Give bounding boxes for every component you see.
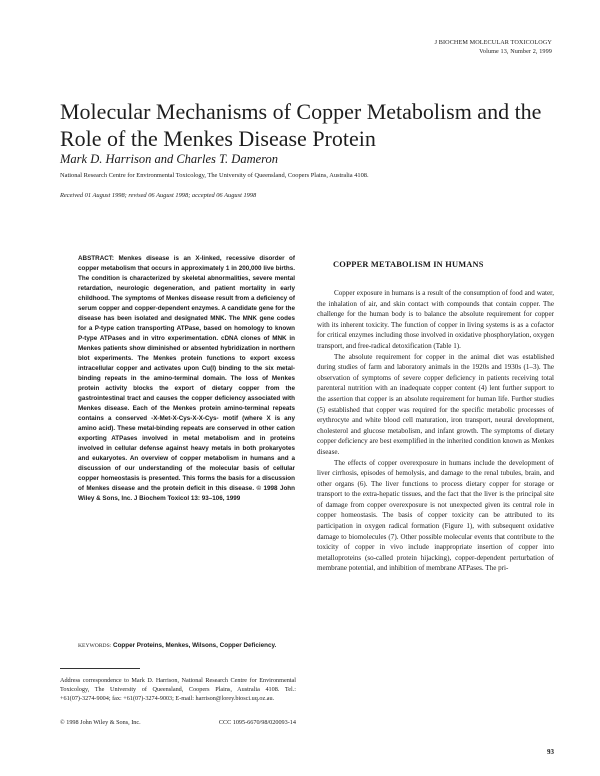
footnote-divider <box>60 668 140 669</box>
abstract-text: Menkes disease is an X-linked, recessive disorder of copper metabolism that occurs in approximately 1 in 200,000 live births. The condition is characterized by skeletal abnormalities, severe mental retardation, neurologic degeneration, and patient mortality in early childhood. The symptoms of Menkes disease result from a deficiency of serum copper and copper-dependent enzymes. A candidate gene for the disease has been isolated and designated MNK. The MNK gene codes for a P-type cation transporting ATPase, based on homology to known P-type ATPases and in vitro experimentation. cDNA clones of MNK in Menkes patients show diminished or absented hybridization in northern blot experiments. The Menkes protein functions to export excess intracellular copper and activates upon Cu(I) binding to the six metal-binding repeats in the amino-terminal domain. The loss of Menkes protein activity blocks the export of dietary copper from the gastrointestinal tract and causes the copper deficiency associated with Menkes disease. Each of the Menkes protein amino-terminal repeats contains a conserved -X-Met-X-Cys-X-X-Cys- motif (where X is any amino acid). These metal-binding repeats are conserved in other cation exporting ATPases involved in metal metabolism and in proteins involved in cellular defense against heavy metals in both prokaryotes and eukaryotes. An overview of copper metabolism in humans and a discussion of our understanding of the molecular basis of cellular copper homeostasis is presented. This forms the basis for a discussion of Menkes disease and the protein deficit in this disease. © 1998 John Wiley & Sons, Inc. J Biochem Toxicol 13: 93–106, 1999 <box>78 255 295 502</box>
keywords <box>78 641 295 651</box>
body-paragraph: Copper exposure in humans is a result of the consumption of food and water, the inhalation of air, and skin contact with compounds that contain copper. The challenge for the human body is to balance the absolute requirement for copper with its inherent toxicity. The function of copper in living systems is as a cofactor for critical enzymes including those involved in oxidative phosphorylation, oxygen transport, and free-radical detoxification (Table 1). <box>317 289 554 350</box>
journal-header <box>435 39 552 56</box>
author-affiliation: National Research Centre for Environmental Toxicology, The University of Queensland, Coopers Plains, Australia 4108. <box>60 172 369 179</box>
copyright-line <box>60 719 296 727</box>
journal-name: J BIOCHEM MOLECULAR TOXICOLOGY <box>434 39 552 46</box>
article-title: Molecular Mechanisms of Copper Metabolism and the Role of the Menkes Disease Protein <box>60 99 542 151</box>
section-heading: COPPER METABOLISM IN HUMANS <box>333 260 484 269</box>
keywords-text: Copper Proteins, Menkes, Wilsons, Copper Deficiency. <box>113 642 277 649</box>
article-authors: Mark D. Harrison and Charles T. Dameron <box>60 152 279 166</box>
copyright-text: © 1998 John Wiley & Sons, Inc. <box>60 719 141 726</box>
keywords-label: KEYWORDS: <box>78 643 112 649</box>
body-paragraph: The absolute requirement for copper in the animal diet was established during studies of farm and laboratory animals in the 1920s and 1930s (1–3). The observation of symptoms of severe copper deficiency in patients receiving total parenteral nutrition with an inadequate copper content (4) lent further support to the assertion that copper is an absolute requirement for human life. Further studies (5) established that copper was required for the specific metabolic processes of erythrocyte and white blood cell maturation, iron transport, neural development, cholesterol and glucose metabolism, and infant growth. The symptoms of dietary copper deficiency are best exemplified in the inherited condition known as Menkes disease. <box>317 352 554 456</box>
body-paragraph: The effects of copper overexposure in humans include the development of liver cirrhosis, episodes of hemolysis, and damage to the renal tubules, brain, and other organs (6). The liver functions to process dietary copper for storage or transport to the extra-hepatic tissues, and the fact that the liver is the principal site of damage from copper overexposure is not unexpected given its central role in copper homeostasis. The basis of copper toxicity can be attributed to its participation in oxygen radical formation (Figure 1), with subsequent oxidative damage to biomolecules (7). Other possible molecular events that contribute to the toxicity of copper in vivo include inappropriate insertion of copper into metalloproteins (so-called protein hijacking), copper-dependent perturbation of membrane potential, and inhibition of membrane ATPases. The pri- <box>317 458 554 573</box>
abstract <box>78 254 295 504</box>
ccc-code: CCC 1095-6670/98/020093-14 <box>218 719 296 726</box>
correspondence-footnote: Address correspondence to Mark D. Harrison, National Research Centre for Environmental Toxicology, The University of Queensland, Coopers Plains, Australia 4108. Tel.: +61(07)-3274-9004; fax: +61(07)-3274-9003; E-mail: harrison@lorey.biosci.uq.oz.au. <box>60 677 296 702</box>
volume-issue: Volume 13, Number 2, 1999 <box>479 47 552 55</box>
body-text-column <box>317 288 554 574</box>
page-number: 93 <box>547 748 554 756</box>
abstract-label: ABSTRACT: <box>78 255 115 262</box>
received-dates: Received 01 August 1998; revised 06 August 1998; accepted 06 August 1998 <box>60 192 257 199</box>
